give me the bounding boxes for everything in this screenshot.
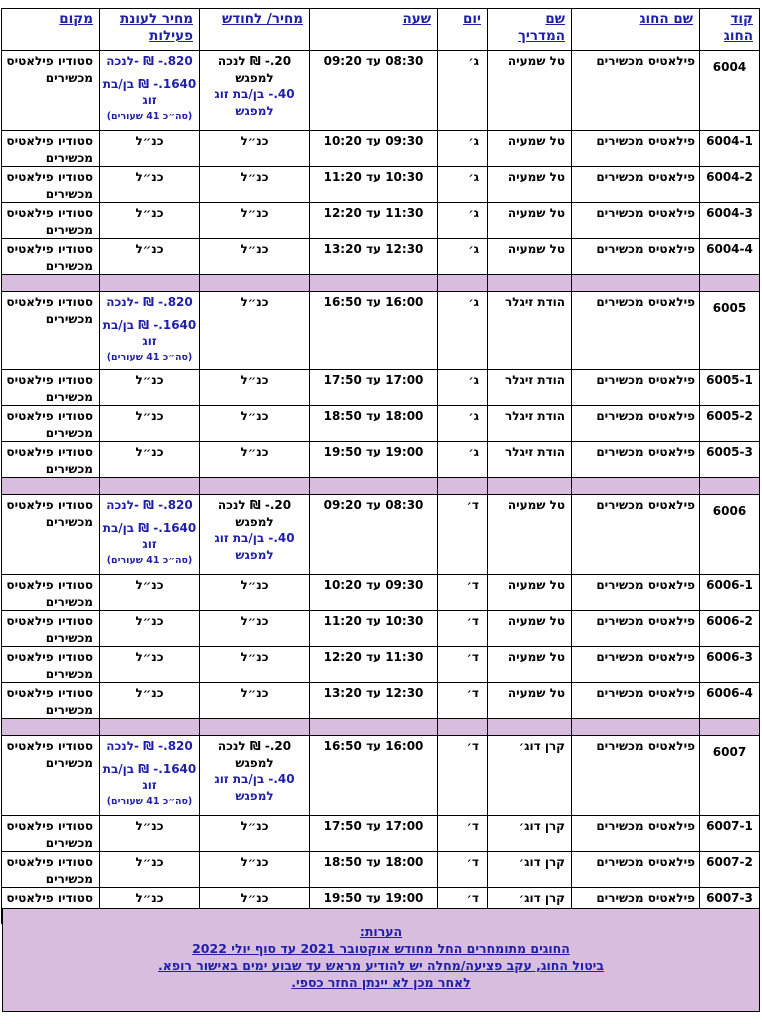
season-price (100, 292, 200, 370)
course-name: פילאטיס מכשירים (572, 442, 700, 478)
time-range: 10:30 עד 11:20 (310, 611, 438, 647)
season-price (100, 495, 200, 575)
season-price: כנ״ל (100, 370, 200, 406)
price-single-month: 20.- ₪ לנכה למפגש (217, 739, 292, 770)
separator-cell (2, 478, 100, 495)
time-range: 12:30 עד 13:20 (310, 683, 438, 719)
separator-cell (438, 478, 488, 495)
teacher-name: טל שמעיה (488, 131, 572, 167)
time-range: 17:00 עד 17:50 (310, 370, 438, 406)
teacher-name: טל שמעיה (488, 203, 572, 239)
season-price: כנ״ל (100, 406, 200, 442)
season-price: כנ״ל (100, 131, 200, 167)
teacher-name: טל שמעיה (488, 239, 572, 275)
season-price (100, 51, 200, 131)
table-row-main (2, 51, 760, 131)
month-price (200, 292, 310, 370)
time-range: 08:30 עד 09:20 (310, 51, 438, 131)
course-name: פילאטיס מכשירים (572, 575, 700, 611)
course-name: פילאטיס מכשירים (572, 292, 700, 370)
notes-line-1: החוגים מתומחרים החל מחודש אוקטובר 2021 עד סוף יולי 2022 (192, 941, 570, 956)
month-price (200, 736, 310, 816)
course-name: פילאטיס מכשירים (572, 683, 700, 719)
course-code: 6006-4 (700, 683, 760, 719)
separator-cell (310, 478, 438, 495)
season-price: כנ״ל (100, 647, 200, 683)
day: ג׳ (438, 167, 488, 203)
day: ג׳ (438, 131, 488, 167)
separator-cell (100, 478, 200, 495)
course-name: פילאטיס מכשירים (572, 736, 700, 816)
season-price (100, 736, 200, 816)
price-single-season: 820.- ₪ -לנכה (106, 295, 193, 309)
season-price: כנ״ל (100, 683, 200, 719)
price-couple-month: 40.- בן/בת זוג למפגש (214, 772, 295, 803)
teacher-name: טל שמעיה (488, 683, 572, 719)
course-code: 6005-1 (700, 370, 760, 406)
table-row (2, 239, 760, 275)
notes-title: הערות: (359, 924, 403, 939)
separator-cell (700, 275, 760, 292)
course-code: 6004-2 (700, 167, 760, 203)
price-couple-month: 40.- בן/בת זוג למפגש (214, 531, 295, 562)
month-price: כנ״ל (200, 888, 310, 924)
table-row (2, 167, 760, 203)
separator-cell (100, 275, 200, 292)
teacher-name: הודת זיגלר (488, 406, 572, 442)
separator-cell (572, 719, 700, 736)
separator-row (2, 719, 760, 736)
place: סטודיו פילאטיס (2, 888, 100, 924)
separator-cell (700, 478, 760, 495)
month-price: כנ״ל (200, 167, 310, 203)
course-code: 6005-2 (700, 406, 760, 442)
separator-cell (200, 719, 310, 736)
teacher-name: קרן דוג׳ (488, 816, 572, 852)
course-code: 6006 (700, 495, 760, 575)
header-teacher: שם המדריך (488, 9, 572, 51)
price-couple-month: 40.- בן/בת זוג למפגש (214, 87, 295, 118)
course-code: 6006-2 (700, 611, 760, 647)
course-name: פילאטיס מכשירים (572, 167, 700, 203)
month-price: כנ״ל (200, 131, 310, 167)
season-note: (סה״כ 41 שעורים) (106, 795, 193, 807)
separator-cell (100, 719, 200, 736)
time-range: 11:30 עד 12:20 (310, 203, 438, 239)
month-price: כנ״ל (200, 647, 310, 683)
table-row (2, 683, 760, 719)
header-season-price: מחיר לעונת פעילות (100, 9, 200, 51)
season-price: כנ״ל (100, 852, 200, 888)
month-price: כנ״ל (200, 816, 310, 852)
same-as-above: כנ״ל (240, 295, 269, 309)
notes-line-2: ביטול החוג, עקב פציעה/מחלה יש להודיע מראש עד שבוע ימים באישור רופא. (158, 958, 604, 973)
place: סטודיו פילאטיס מכשירים (2, 292, 100, 370)
table-row (2, 406, 760, 442)
month-price (200, 495, 310, 575)
teacher-name: טל שמעיה (488, 495, 572, 575)
day: ד׳ (438, 647, 488, 683)
course-code: 6005 (700, 292, 760, 370)
place: סטודיו פילאטיס מכשירים (2, 611, 100, 647)
separator-cell (438, 719, 488, 736)
time-range: 10:30 עד 11:20 (310, 167, 438, 203)
month-price: כנ״ל (200, 442, 310, 478)
separator-row (2, 275, 760, 292)
table-row (2, 816, 760, 852)
price-couple-season: 1640.- ₪ בן/בת זוג (102, 76, 197, 107)
header-time: שעה (310, 9, 438, 51)
course-code: 6007 (700, 736, 760, 816)
course-code: 6005-3 (700, 442, 760, 478)
table-row-main (2, 495, 760, 575)
time-range: 19:00 עד 19:50 (310, 888, 438, 924)
day: ד׳ (438, 816, 488, 852)
place: סטודיו פילאטיס מכשירים (2, 167, 100, 203)
course-code: 6007-2 (700, 852, 760, 888)
month-price: כנ״ל (200, 203, 310, 239)
season-price: כנ״ל (100, 442, 200, 478)
course-name: פילאטיס מכשירים (572, 816, 700, 852)
day: ג׳ (438, 51, 488, 131)
day: ג׳ (438, 370, 488, 406)
place: סטודיו פילאטיס מכשירים (2, 683, 100, 719)
time-range: 12:30 עד 13:20 (310, 239, 438, 275)
time-range: 16:00 עד 16:50 (310, 292, 438, 370)
day: ג׳ (438, 239, 488, 275)
table-row (2, 647, 760, 683)
day: ד׳ (438, 888, 488, 924)
price-single-month: 20.- ₪ לנכה למפגש (217, 54, 292, 85)
day: ג׳ (438, 406, 488, 442)
separator-cell (200, 478, 310, 495)
course-name: פילאטיס מכשירים (572, 495, 700, 575)
month-price: כנ״ל (200, 370, 310, 406)
teacher-name: טל שמעיה (488, 611, 572, 647)
price-single-season: 820.- ₪ -לנכה (106, 498, 193, 512)
teacher-name: קרן דוג׳ (488, 852, 572, 888)
season-price: כנ״ל (100, 888, 200, 924)
course-code: 6007-1 (700, 816, 760, 852)
time-range: 19:00 עד 19:50 (310, 442, 438, 478)
table-row-main (2, 292, 760, 370)
season-price: כנ״ל (100, 611, 200, 647)
time-range: 17:00 עד 17:50 (310, 816, 438, 852)
schedule-body (2, 51, 760, 924)
table-row (2, 852, 760, 888)
separator-cell (310, 719, 438, 736)
separator-cell (700, 719, 760, 736)
season-price: כנ״ל (100, 203, 200, 239)
month-price: כנ״ל (200, 611, 310, 647)
place: סטודיו פילאטיס מכשירים (2, 575, 100, 611)
schedule-sheet (2, 8, 760, 924)
notes-box (2, 908, 760, 1012)
day: ד׳ (438, 495, 488, 575)
table-row (2, 575, 760, 611)
table-row (2, 131, 760, 167)
month-price: כנ״ל (200, 852, 310, 888)
course-name: פילאטיס מכשירים (572, 131, 700, 167)
course-code: 6004 (700, 51, 760, 131)
course-name: פילאטיס מכשירים (572, 611, 700, 647)
course-code: 6004-1 (700, 131, 760, 167)
price-single-month: 20.- ₪ לנכה למפגש (217, 498, 292, 529)
day: ג׳ (438, 292, 488, 370)
season-note: (סה״כ 41 שעורים) (106, 351, 193, 363)
course-name: פילאטיס מכשירים (572, 406, 700, 442)
notes-line-3: לאחר מכן לא יינתן החזר כספי. (291, 975, 471, 990)
season-price: כנ״ל (100, 167, 200, 203)
course-code: 6006-1 (700, 575, 760, 611)
course-name: פילאטיס מכשירים (572, 239, 700, 275)
place: סטודיו פילאטיס מכשירים (2, 406, 100, 442)
time-range: 09:30 עד 10:20 (310, 131, 438, 167)
place: סטודיו פילאטיס מכשירים (2, 736, 100, 816)
day: ג׳ (438, 203, 488, 239)
header-name: שם החוג (572, 9, 700, 51)
separator-cell (572, 275, 700, 292)
header-place: מקום (2, 9, 100, 51)
separator-row (2, 478, 760, 495)
place: סטודיו פילאטיס מכשירים (2, 51, 100, 131)
time-range: 09:30 עד 10:20 (310, 575, 438, 611)
day: ד׳ (438, 852, 488, 888)
course-name: פילאטיס מכשירים (572, 51, 700, 131)
header-month-price: מחיר/ לחודש (200, 9, 310, 51)
time-range: 08:30 עד 09:20 (310, 495, 438, 575)
price-couple-season: 1640.- ₪ בן/בת זוג (102, 520, 197, 551)
separator-cell (2, 275, 100, 292)
teacher-name: טל שמעיה (488, 167, 572, 203)
season-price: כנ״ל (100, 816, 200, 852)
day: ד׳ (438, 611, 488, 647)
course-name: פילאטיס מכשירים (572, 203, 700, 239)
teacher-name: טל שמעיה (488, 575, 572, 611)
price-couple-season: 1640.- ₪ בן/בת זוג (102, 317, 197, 348)
teacher-name: הודת זיגלר (488, 442, 572, 478)
course-name: פילאטיס מכשירים (572, 370, 700, 406)
month-price: כנ״ל (200, 575, 310, 611)
separator-cell (488, 719, 572, 736)
course-code: 6006-3 (700, 647, 760, 683)
header-code: קוד החוג (700, 9, 760, 51)
separator-cell (2, 719, 100, 736)
place: סטודיו פילאטיס מכשירים (2, 647, 100, 683)
price-single-season: 820.- ₪ -לנכה (106, 54, 193, 68)
place: סטודיו פילאטיס מכשירים (2, 131, 100, 167)
month-price: כנ״ל (200, 406, 310, 442)
header-day: יום (438, 9, 488, 51)
table-row-main (2, 736, 760, 816)
season-price: כנ״ל (100, 239, 200, 275)
table-row (2, 370, 760, 406)
separator-cell (310, 275, 438, 292)
place: סטודיו פילאטיס מכשירים (2, 203, 100, 239)
table-row (2, 611, 760, 647)
day: ד׳ (438, 575, 488, 611)
course-code: 6004-4 (700, 239, 760, 275)
schedule-table (1, 8, 760, 924)
place: סטודיו פילאטיס מכשירים (2, 852, 100, 888)
place: סטודיו פילאטיס מכשירים (2, 495, 100, 575)
teacher-name: קרן דוג׳ (488, 736, 572, 816)
month-price (200, 51, 310, 131)
time-range: 11:30 עד 12:20 (310, 647, 438, 683)
day: ד׳ (438, 736, 488, 816)
season-note: (סה״כ 41 שעורים) (106, 110, 193, 122)
price-single-season: 820.- ₪ -לנכה (106, 739, 193, 753)
place: סטודיו פילאטיס מכשירים (2, 239, 100, 275)
month-price: כנ״ל (200, 239, 310, 275)
course-name: פילאטיס מכשירים (572, 647, 700, 683)
teacher-name: הודת זיגלר (488, 370, 572, 406)
place: סטודיו פילאטיס מכשירים (2, 816, 100, 852)
course-code: 6007-3 (700, 888, 760, 924)
separator-cell (488, 275, 572, 292)
place: סטודיו פילאטיס מכשירים (2, 370, 100, 406)
price-couple-season: 1640.- ₪ בן/בת זוג (102, 761, 197, 792)
place: סטודיו פילאטיס מכשירים (2, 442, 100, 478)
time-range: 18:00 עד 18:50 (310, 406, 438, 442)
course-code: 6004-3 (700, 203, 760, 239)
time-range: 16:00 עד 16:50 (310, 736, 438, 816)
time-range: 18:00 עד 18:50 (310, 852, 438, 888)
season-note: (סה״כ 41 שעורים) (106, 554, 193, 566)
teacher-name: קרן דוג׳ (488, 888, 572, 924)
month-price: כנ״ל (200, 683, 310, 719)
separator-cell (200, 275, 310, 292)
day: ד׳ (438, 683, 488, 719)
teacher-name: טל שמעיה (488, 51, 572, 131)
season-price: כנ״ל (100, 575, 200, 611)
course-name: פילאטיס מכשירים (572, 852, 700, 888)
teacher-name: טל שמעיה (488, 647, 572, 683)
separator-cell (572, 478, 700, 495)
separator-cell (488, 478, 572, 495)
separator-cell (438, 275, 488, 292)
day: ג׳ (438, 442, 488, 478)
header-row (2, 9, 760, 51)
table-row (2, 442, 760, 478)
course-name: פילאטיס מכשירים (572, 888, 700, 924)
teacher-name: הודת זיגלר (488, 292, 572, 370)
table-row (2, 203, 760, 239)
